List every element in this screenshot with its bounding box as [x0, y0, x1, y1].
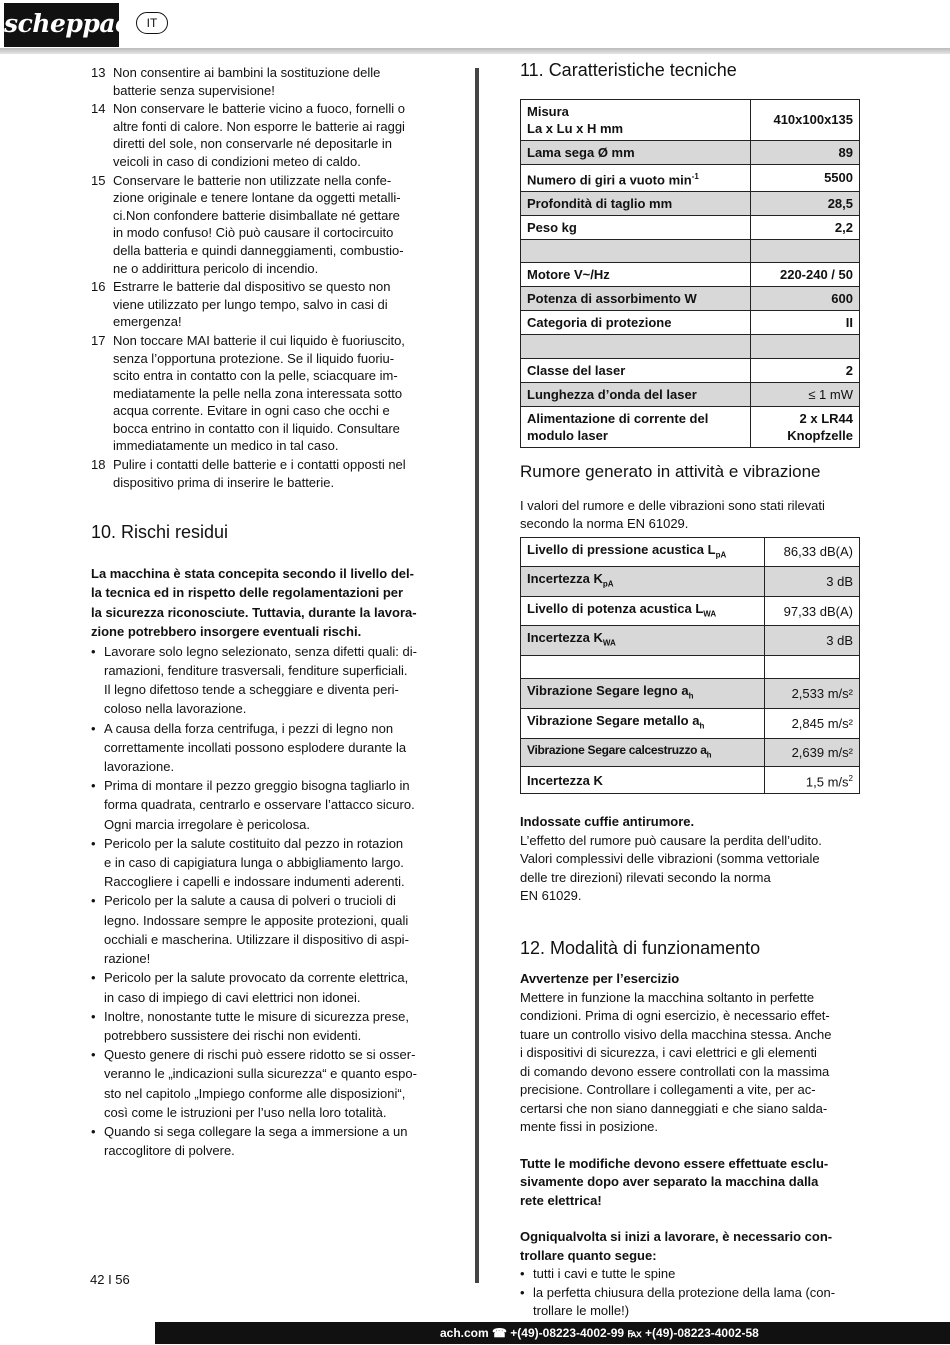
table-row	[521, 766, 860, 793]
noise-value: 3 dB	[765, 626, 860, 656]
section-10-intro	[91, 564, 430, 642]
table-row	[521, 655, 860, 679]
table-row	[521, 191, 860, 215]
text-line: scito entra in contatto con la pelle, sciacquare im-	[113, 368, 398, 384]
risk-list	[91, 642, 430, 1160]
spec-label: Lama sega Ø mm	[521, 140, 751, 164]
bullet-text	[104, 834, 430, 892]
bullet-icon: •	[91, 720, 96, 736]
noise-value: 86,33 dB(A)	[765, 537, 860, 567]
item-number: 18	[91, 457, 106, 473]
noise-label: Incertezza $K_{WA}$	[521, 626, 765, 656]
table-row	[521, 140, 860, 164]
text-line: ramazioni, fenditure trasversali, fenditure superficiali.	[104, 663, 408, 679]
text-line: Ogniqualvolta si inizi a lavorare, è necessario con-	[520, 1229, 833, 1245]
item-text	[113, 332, 430, 455]
table-row	[521, 382, 860, 406]
bullet-icon: •	[520, 1284, 525, 1300]
text-line: EN 61029.	[520, 888, 582, 904]
text-line: Non toccare MAI batterie il cui liquido è fuoriuscito,	[113, 332, 405, 348]
spec-label: Numero di giri a vuoto $\min^{-1}$	[521, 164, 751, 191]
text-line: Questo genere di rischi può essere ridotto se si osser-	[104, 1047, 416, 1063]
item-number: 17	[91, 332, 106, 348]
noise-label: Incertezza K	[521, 766, 765, 793]
spec-value: II	[750, 311, 859, 335]
section-10-title: 10. Rischi residui	[91, 522, 229, 543]
text-line: legno. Indossare sempre le apposite protezioni, quali	[104, 912, 409, 928]
noise-intro	[520, 497, 860, 534]
check-title	[520, 1228, 860, 1265]
list-item	[91, 968, 430, 1006]
bullet-text	[533, 1265, 860, 1284]
section-11-title: 11. Caratteristiche tecniche	[520, 60, 737, 80]
warnings-text	[520, 989, 860, 1137]
list-item	[520, 1284, 860, 1321]
text-line: forma quadrata, centrarlo e osservare l’attacco sicuro.	[104, 797, 415, 813]
text-line: Prima di montare il pezzo greggio bisogna tagliarlo in	[104, 778, 410, 794]
bullet-icon: •	[91, 893, 96, 909]
spec-value: 89	[750, 140, 859, 164]
text-line: coloso nella lavorazione.	[104, 701, 247, 717]
item-text	[113, 456, 430, 491]
spec-value: 2,2	[750, 215, 859, 239]
text-line: in modo confuso! Ciò può causare il cortocircuito	[113, 225, 394, 241]
table-row	[521, 537, 860, 567]
text-line: senza l’opportuna protezione. Se il liquido fuoriu-	[113, 350, 395, 366]
bullet-text	[104, 1045, 430, 1122]
text-line: trollare le molle!)	[533, 1303, 630, 1319]
text-line: viene utilizzato per lungo tempo, salvo in casi di	[113, 296, 388, 312]
table-row	[521, 215, 860, 239]
table-row	[521, 287, 860, 311]
bullet-icon: •	[91, 1008, 96, 1024]
list-item	[91, 776, 430, 834]
text-line: delle tre direzioni) rilevati secondo la norma	[520, 869, 771, 885]
list-item	[91, 891, 430, 968]
text-line: Non conservare le batterie vicino a fuoco, fornelli o	[113, 101, 405, 117]
item-number: 14	[91, 101, 106, 117]
spec-label: Classe del laser	[521, 358, 751, 382]
text-line: sto nel capitolo „Impiego conforme alle disposizioni“,	[104, 1085, 406, 1101]
table-row	[521, 239, 860, 263]
language-badge: IT	[136, 12, 168, 34]
check-list	[520, 1265, 860, 1321]
text-line: lavorazione.	[104, 759, 175, 775]
bullet-text	[104, 776, 430, 834]
list-item	[91, 1007, 430, 1045]
text-line: batterie senza supervisione!	[113, 82, 275, 98]
text-line: La macchina è stata concepita secondo il livello del-	[91, 565, 414, 581]
bullet-text	[533, 1284, 860, 1321]
text-line: Valori complessivi delle vibrazioni (somma vettoriale	[520, 851, 820, 867]
item-text	[113, 100, 430, 170]
list-item	[91, 64, 430, 99]
noise-label: Livello di pressione acustica $L_{pA}$	[521, 537, 765, 567]
bullet-icon: •	[91, 1123, 96, 1139]
text-line: la tecnica ed in rispetto delle regolamentazioni per	[91, 585, 404, 601]
bullet-icon: •	[91, 1047, 96, 1063]
list-item	[91, 834, 430, 892]
table-row	[521, 679, 860, 709]
text-line: la sicurezza riconosciute. Tuttavia, durante la lavora-	[91, 604, 417, 620]
text-line: acqua corrente. Evitare in ogni caso che occhi e	[113, 403, 390, 419]
table-row	[521, 708, 860, 738]
page-number: 42 I 56	[90, 1272, 130, 1287]
spec-value: 2	[750, 358, 859, 382]
noise-table	[520, 537, 860, 795]
footer-left-block	[0, 1322, 155, 1344]
text-line: ne o addirittura pericolo di incendio.	[113, 260, 319, 276]
item-text	[113, 172, 430, 278]
item-number: 13	[91, 65, 106, 80]
text-line: Mettere in funzione la macchina soltanto in perfette	[520, 989, 815, 1005]
text-line: Il legno difettoso tende a scheggiare e diventa peri-	[104, 682, 399, 698]
spec-label: Motore V~/Hz	[521, 263, 751, 287]
text-line: così come le istruzioni per l’uso nella loro totalità.	[104, 1104, 387, 1120]
ear-protection-text	[520, 832, 860, 906]
text-line: correttamente incollati possono esplodere durante la	[104, 739, 407, 755]
spec-value: 220-240 / 50	[750, 263, 859, 287]
text-line: potrebbero sussistere dei rischi non evidenti.	[104, 1027, 362, 1043]
noise-spacer	[521, 655, 765, 679]
list-item	[91, 278, 430, 331]
list-item	[91, 1045, 430, 1122]
text-line: in caso di impiego di cavi elettrici non idonei.	[104, 989, 361, 1005]
noise-label: Vibrazione Segare legno $a_h$	[521, 679, 765, 709]
text-line: zione potrebbero insorgere eventuali rischi.	[91, 624, 362, 640]
text-line: i dispositivi di sicurezza, i cavi elettrici e gli elementi	[520, 1045, 817, 1061]
spec-label: Lunghezza d’onda del laser	[521, 382, 751, 406]
text-line: mente fissi in posizione.	[520, 1119, 659, 1135]
table-row	[521, 596, 860, 626]
spec-label: Categoria di protezione	[521, 311, 751, 335]
noise-label: Livello di potenza acustica $L_{WA}$	[521, 596, 765, 626]
text-line: zione originale e tenere lontane da oggetti metalli-	[113, 190, 401, 206]
text-line: diretti del sole, non conservarle né depositarle in	[113, 136, 392, 152]
text-line: I valori del rumore e delle vibrazioni sono stati rilevati	[520, 497, 825, 513]
spec-value: 5500	[750, 164, 859, 191]
bullet-text	[104, 642, 430, 719]
noise-value: 2,845 m/s²	[765, 708, 860, 738]
text-line: bocca entrino in contatto con il liquido. Consultare	[113, 420, 400, 436]
text-line: Ogni marcia irregolare è pericolosa.	[104, 816, 310, 832]
spec-label: Misura La x Lu x H mm	[521, 99, 751, 140]
text-line: raccoglitore di polvere.	[104, 1143, 235, 1159]
text-line: Pericolo per la salute a causa di polveri o trucioli di	[104, 893, 396, 909]
table-row	[521, 738, 860, 766]
brand-logo: scheppach	[4, 3, 119, 47]
table-row	[521, 567, 860, 597]
text-line: Pericolo per la salute provocato da corrente elettrica,	[104, 970, 409, 986]
text-line: tuare un controllo visivo della macchina stessa. Anche	[520, 1026, 832, 1042]
text-line: razione!	[104, 951, 151, 967]
text-line: di comando devono essere controllati con la massima	[520, 1063, 830, 1079]
bullet-text	[104, 1007, 430, 1045]
noise-title: Rumore generato in attività e vibrazione	[520, 461, 821, 481]
noise-value: 1,5 $m/s^2$	[765, 766, 860, 793]
spec-value: ≤ 1 mW	[750, 382, 859, 406]
text-line: occhiali e mascherina. Utilizzare il dispositivo di aspi-	[104, 931, 409, 947]
bullet-icon: •	[91, 970, 96, 986]
spec-spacer	[521, 335, 751, 359]
noise-value: 2,639 m/s²	[765, 738, 860, 766]
list-item	[91, 332, 430, 455]
list-item	[91, 642, 430, 719]
ear-protection-title: Indossate cuffie antirumore.	[520, 814, 695, 830]
text-line: Tutte le modifiche devono essere effettuate esclu-	[520, 1155, 829, 1171]
text-line: Non consentire ai bambini la sostituzione delle	[113, 65, 381, 80]
list-item	[91, 456, 430, 491]
table-row	[521, 335, 860, 359]
item-text	[113, 278, 430, 331]
text-line: dispositivo prima di inserire le batterie.	[113, 474, 335, 490]
spec-label: Peso kg	[521, 215, 751, 239]
text-line: Conservare le batterie non utilizzate nella confe-	[113, 172, 392, 188]
noise-label: Vibrazione Segare calcestruzzo $a_h$	[521, 738, 765, 766]
text-line: la perfetta chiusura della protezione della lama (con-	[533, 1284, 836, 1300]
bullet-text	[104, 891, 430, 968]
item-text	[113, 64, 430, 99]
spec-value: 2 x LR44 Knopfzelle	[750, 406, 859, 447]
text-line: sivamente dopo aver separato la macchina dalla	[520, 1174, 819, 1190]
right-column	[520, 62, 860, 1321]
text-line: certarsi che non siano danneggiati e che siano salda-	[520, 1100, 828, 1116]
spec-label: Profondità di taglio mm	[521, 191, 751, 215]
spec-value: 410x100x135	[750, 99, 859, 140]
spec-value: 600	[750, 287, 859, 311]
column-divider	[475, 68, 479, 1283]
text-line: della batteria e quindi danneggiamenti, combustio-	[113, 242, 404, 258]
bullet-icon: •	[91, 778, 96, 794]
spec-spacer	[521, 239, 751, 263]
bullet-text	[104, 1122, 430, 1160]
text-line: secondo la norma EN 61029.	[520, 516, 689, 532]
table-row	[521, 263, 860, 287]
text-line: Inoltre, nonostante tutte le misure di sicurezza prese,	[104, 1008, 409, 1024]
item-number: 16	[91, 279, 106, 295]
list-item	[91, 719, 430, 777]
text-line: e in caso di capigiatura lunga o abbigliamento largo.	[104, 855, 404, 871]
text-line: condizioni. Prima di ogni esercizio, è necessario effet-	[520, 1008, 830, 1024]
spec-table	[520, 99, 860, 448]
text-line: precisione. Controllare i collegamenti a vite, per ac-	[520, 1082, 816, 1098]
spec-value: 28,5	[750, 191, 859, 215]
bullet-icon: •	[520, 1266, 525, 1282]
table-row	[521, 626, 860, 656]
noise-value: 2,533 m/s²	[765, 679, 860, 709]
text-line: Estrarre le batterie dal dispositivo se questo non	[113, 279, 391, 295]
text-line: L’effetto del rumore può causare la perdita dell’udito.	[520, 832, 822, 848]
safety-list	[91, 64, 430, 491]
modification-notice	[520, 1155, 860, 1211]
header-shadow-line	[0, 48, 950, 54]
text-line: immediatamente un medico in tal caso.	[113, 438, 339, 454]
noise-label: Incertezza $K_{pA}$	[521, 567, 765, 597]
noise-value: 3 dB	[765, 567, 860, 597]
table-row	[521, 99, 860, 140]
text-line: rete elettrica!	[520, 1192, 602, 1208]
noise-label: Vibrazione Segare metallo $a_h$	[521, 708, 765, 738]
bullet-text	[104, 968, 430, 1006]
list-item	[91, 172, 430, 278]
table-row	[521, 164, 860, 191]
spec-spacer	[750, 335, 859, 359]
text-line: Lavorare solo legno selezionato, senza difetti quali: di-	[104, 643, 417, 659]
table-row	[521, 311, 860, 335]
text-line: trollare quanto segue:	[520, 1247, 657, 1263]
list-item	[91, 100, 430, 170]
text-line: mediatamente la pelle nella zona interessata sotto	[113, 385, 403, 401]
text-line: Pulire i contatti delle batterie e i contatti opposti nel	[113, 457, 406, 473]
text-line: veranno le „indicazioni sulla sicurezza“ e quanto espo-	[104, 1066, 417, 1082]
spec-label: Alimentazione di corrente del modulo laser	[521, 406, 751, 447]
bullet-text	[104, 719, 430, 777]
section-12-title: 12. Modalità di funzionamento	[520, 937, 761, 958]
list-item	[520, 1265, 860, 1284]
text-line: veicoli in caso di condizioni meteo di caldo.	[113, 153, 361, 169]
table-row	[521, 406, 860, 447]
table-row	[521, 358, 860, 382]
text-line: A causa della forza centrifuga, i pezzi di legno non	[104, 720, 394, 736]
text-line: ci.Non confondere batterie disimballate né gettare	[113, 207, 400, 223]
item-number: 15	[91, 172, 106, 188]
text-line: tutti i cavi e tutte le spine	[533, 1266, 676, 1282]
text-line: Quando si sega collegare la sega a immersione a un	[104, 1123, 408, 1139]
warnings-title: Avvertenze per l’esercizio	[520, 971, 680, 987]
text-line: emergenza!	[113, 314, 182, 330]
text-line: Pericolo per la salute costituito dal pezzo in rotazion	[104, 835, 404, 851]
list-item	[91, 1122, 430, 1160]
spec-label: Potenza di assorbimento W	[521, 287, 751, 311]
footer-contact: ach.com ☎ +(49)-08223-4002-99 ℻ +(49)-08223-4002-58	[440, 1326, 759, 1340]
left-column	[91, 64, 430, 1160]
spec-spacer	[750, 239, 859, 263]
bullet-icon: •	[91, 835, 96, 851]
noise-value: 97,33 dB(A)	[765, 596, 860, 626]
bullet-icon: •	[91, 643, 96, 659]
text-line: Raccogliere i capelli e indossare indumenti aderenti.	[104, 874, 405, 890]
text-line: altre fonti di calore. Non esporre le batterie ai raggi	[113, 118, 405, 134]
noise-spacer	[765, 655, 860, 679]
